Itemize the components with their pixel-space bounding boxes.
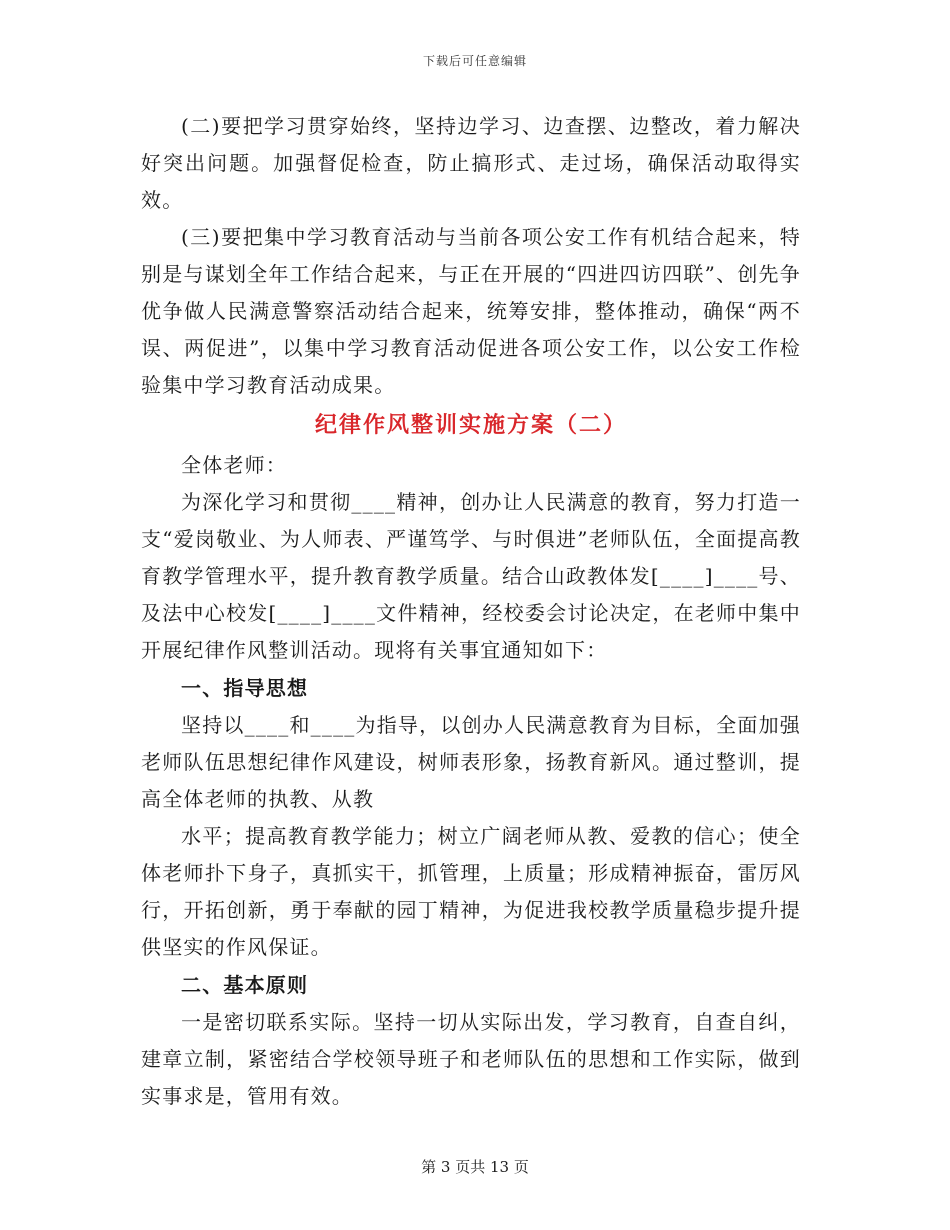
greeting: 全体老师：: [181, 453, 287, 477]
document-title: 纪律作风整训实施方案（二）: [314, 412, 627, 438]
paragraph-three-integration: (三)要把集中学习教育活动与当前各项公安工作有机结合起来，特别是与谋划全年工作结合起来，与正在开展的“四进四访四联”、创先争优争做人民满意警察活动结合起来，统筹安排，整体推动，确保“两不误、两促进”，以集中学习教育活动促进各项公安工作，以公安工作检验集中学习教育活动成果。: [141, 225, 801, 397]
guiding-ideology-paragraph-1: 坚持以____和____为指导，以创办人民满意教育为目标，全面加强老师队伍思想纪律作风建设，树师表形象，扬教育新风。通过整训，提高全体老师的执教、从教: [141, 713, 801, 811]
guiding-ideology-paragraph-2: 水平；提高教育教学能力；树立广阔老师从教、爱教的信心；使全体老师扑下身子，真抓实干，抓管理，上质量；形成精神振奋，雷厉风行，开拓创新，勇于奉献的园丁精神，为促进我校教学质量稳步提升提供坚实的作风保证。: [141, 824, 801, 959]
intro-paragraph: 为深化学习和贯彻____精神，创办让人民满意的教育，努力打造一支“爱岗敬业、为人师表、严谨笃学、与时俱进”老师队伍，全面提高教育教学管理水平，提升教育教学质量。结合山政教体发[____]____号、及法中心校发[____]____文件精神，经校委会讨论决定，在老师中集中开展纪律作风整训活动。现将有关事宜通知如下：: [141, 490, 801, 662]
section-heading-guiding-ideology: 一、指导思想: [181, 676, 309, 700]
section-heading-basic-principles: 二、基本原则: [181, 973, 309, 997]
page-header-note: 下载后可任意编辑: [422, 54, 527, 68]
document-body: [141, 108, 801, 1115]
basic-principles-paragraph-1: 一是密切联系实际。坚持一切从实际出发，学习教育，自查自纠，建章立制，紧密结合学校领导班子和老师队伍的思想和工作实际，做到实事求是，管用有效。: [141, 1010, 801, 1108]
page-number: 第 3 页共 13 页: [421, 1158, 529, 1176]
paragraph-two-learning: (二)要把学习贯穿始终，坚持边学习、边查摆、边整改，着力解决好突出问题。加强督促检查，防止搞形式、走过场，确保活动取得实效。: [141, 114, 801, 212]
